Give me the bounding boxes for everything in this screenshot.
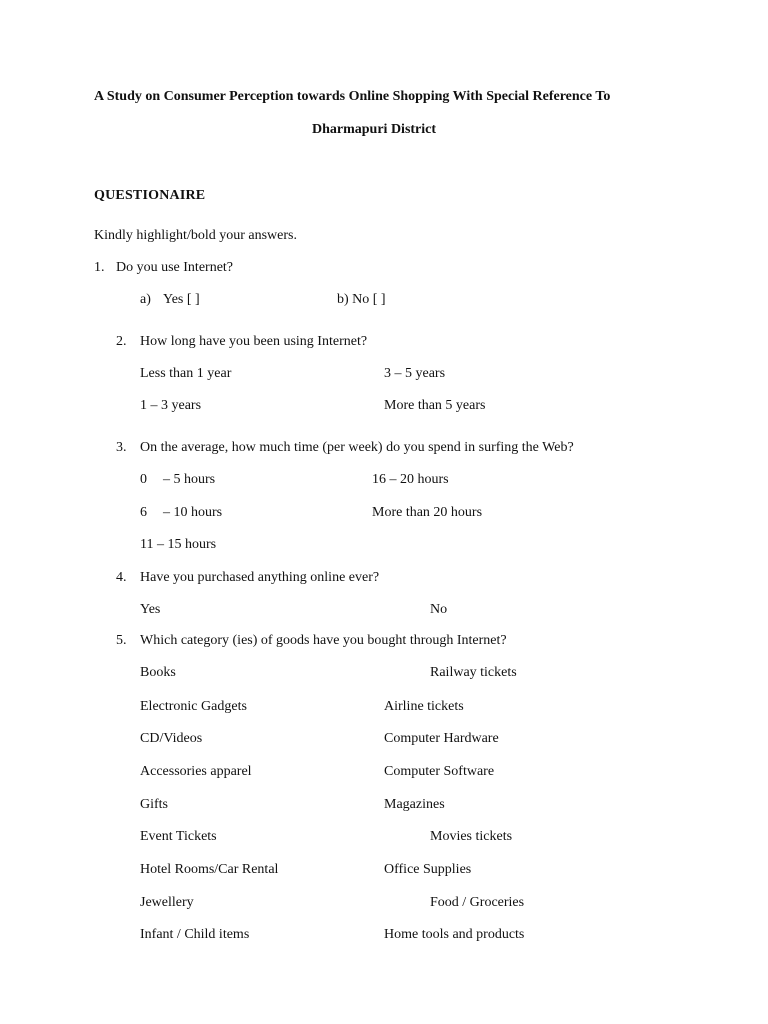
question-5-option-home-tools-and-products[interactable]: Home tools and products bbox=[384, 927, 525, 942]
question-5-option-cd-videos[interactable]: CD/Videos bbox=[140, 731, 203, 746]
question-5-option-railway-tickets[interactable]: Railway tickets bbox=[430, 665, 517, 680]
question-5-option-hotel-rooms-car-rental[interactable]: Hotel Rooms/Car Rental bbox=[140, 862, 279, 877]
question-4-text: Have you purchased anything online ever? bbox=[140, 570, 380, 585]
question-5-option-books[interactable]: Books bbox=[140, 665, 176, 680]
question-2-text: How long have you been using Internet? bbox=[140, 334, 368, 349]
question-1-option-no[interactable]: b) No [ ] bbox=[337, 292, 386, 307]
question-5-option-airline-tickets[interactable]: Airline tickets bbox=[384, 699, 464, 714]
question-3-option-0-number: 0 bbox=[140, 472, 147, 487]
question-2-number: 2. bbox=[116, 334, 127, 349]
question-4-option-yes[interactable]: Yes bbox=[140, 602, 161, 617]
question-5-option-food-groceries[interactable]: Food / Groceries bbox=[430, 895, 525, 910]
question-3-option-6-number: 6 bbox=[140, 505, 147, 520]
question-1-option-yes[interactable]: Yes [ ] bbox=[163, 292, 200, 307]
question-5-option-office-supplies[interactable]: Office Supplies bbox=[384, 862, 472, 877]
question-3-number: 3. bbox=[116, 440, 127, 455]
question-2-option-3-5-years[interactable]: 3 – 5 years bbox=[384, 366, 446, 381]
question-5-option-event-tickets[interactable]: Event Tickets bbox=[140, 829, 217, 844]
question-2-option-1-3-years[interactable]: 1 – 3 years bbox=[140, 398, 202, 413]
question-5-option-jewellery[interactable]: Jewellery bbox=[140, 895, 194, 910]
question-1-text: Do you use Internet? bbox=[116, 260, 234, 275]
instruction-text: Kindly highlight/bold your answers. bbox=[94, 228, 297, 243]
document-title-line-1: A Study on Consumer Perception towards Online Shopping With Special Reference To bbox=[94, 89, 611, 104]
question-5-number: 5. bbox=[116, 633, 127, 648]
document-title-line-2: Dharmapuri District bbox=[312, 122, 437, 137]
question-5-option-movies-tickets[interactable]: Movies tickets bbox=[430, 829, 513, 844]
question-2-option-more-than-5-years[interactable]: More than 5 years bbox=[384, 398, 486, 413]
question-4-option-no[interactable]: No bbox=[430, 602, 448, 617]
question-5-option-magazines[interactable]: Magazines bbox=[384, 797, 445, 812]
question-3-option-6-10-hours[interactable]: – 10 hours bbox=[163, 505, 223, 520]
question-3-option-0-5-hours[interactable]: – 5 hours bbox=[163, 472, 216, 487]
question-3-option-16-20-hours[interactable]: 16 – 20 hours bbox=[372, 472, 449, 487]
question-3-option-more-than-20-hours[interactable]: More than 20 hours bbox=[372, 505, 483, 520]
question-2-option-less-than-1-year[interactable]: Less than 1 year bbox=[140, 366, 232, 381]
question-4-number: 4. bbox=[116, 570, 127, 585]
question-5-option-computer-software[interactable]: Computer Software bbox=[384, 764, 495, 779]
question-5-option-computer-hardware[interactable]: Computer Hardware bbox=[384, 731, 499, 746]
question-5-option-infant-child-items[interactable]: Infant / Child items bbox=[140, 927, 250, 942]
section-heading: QUESTIONAIRE bbox=[94, 188, 206, 203]
question-1-option-marker-a: a) bbox=[140, 292, 151, 307]
question-5-text: Which category (ies) of goods have you bought through Internet? bbox=[140, 633, 507, 648]
question-3-text: On the average, how much time (per week) do you spend in surfing the Web? bbox=[140, 440, 574, 455]
question-3-option-11-15-hours[interactable]: 11 – 15 hours bbox=[140, 537, 217, 552]
question-5-option-gifts[interactable]: Gifts bbox=[140, 797, 168, 812]
question-5-option-accessories-apparel[interactable]: Accessories apparel bbox=[140, 764, 252, 779]
question-5-option-electronic-gadgets[interactable]: Electronic Gadgets bbox=[140, 699, 247, 714]
question-1-number: 1. bbox=[94, 260, 105, 275]
